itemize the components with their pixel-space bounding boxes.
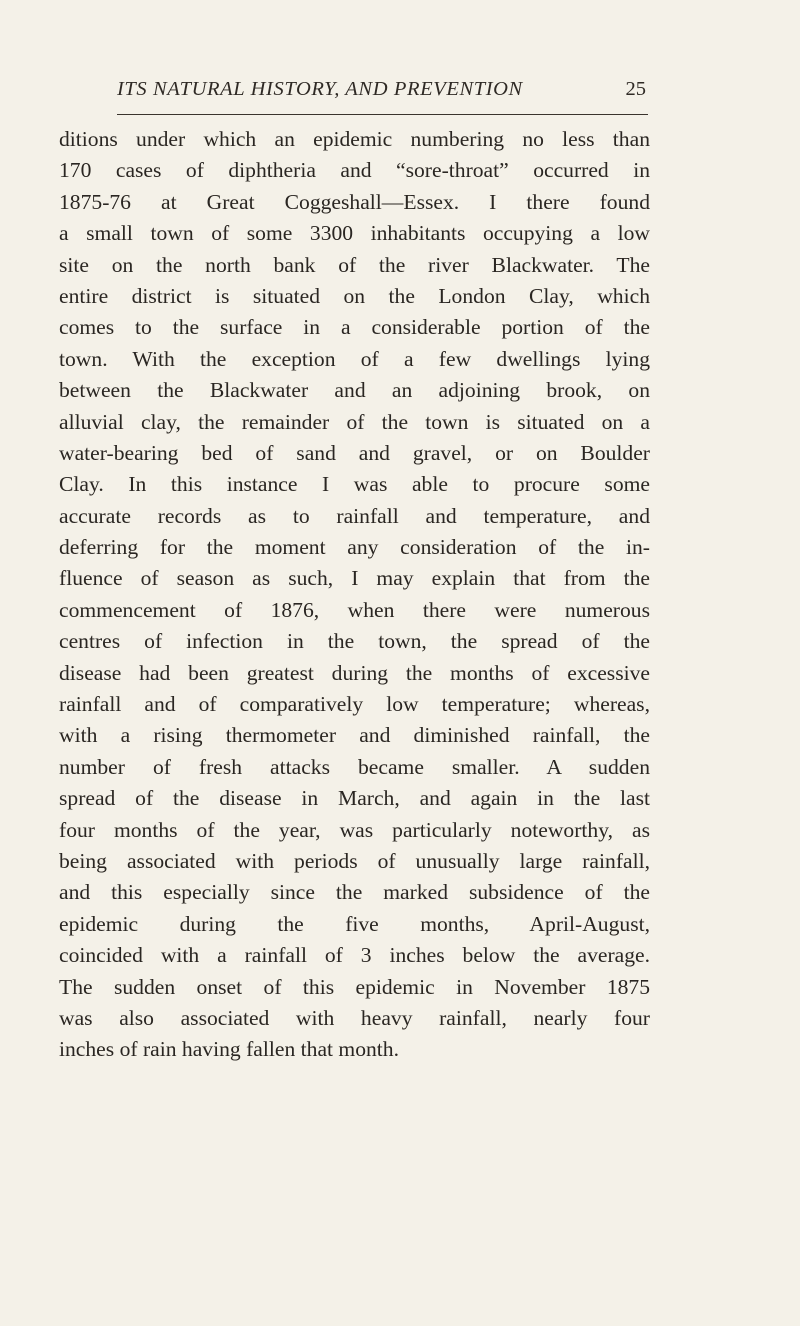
text-line: rainfall and of comparatively low temperature; whereas, <box>59 692 650 717</box>
text-line: accurate records as to rainfall and temperature, and <box>59 503 650 528</box>
text-line: entire district is situated on the London Clay, which <box>59 283 650 308</box>
text-line: water-bearing bed of sand and gravel, or on Boulder <box>59 440 650 465</box>
text-line: fluence of season as such, I may explain that from the <box>59 566 650 591</box>
text-line: inches of rain having fallen that month. <box>59 1037 400 1062</box>
running-title: ITS NATURAL HISTORY, AND PREVENTION <box>117 78 523 100</box>
text-line: was also associated with heavy rainfall, nearly four <box>59 1005 650 1030</box>
text-line: with a rising thermometer and diminished rainfall, the <box>59 723 650 748</box>
text-line: disease had been greatest during the months of excessive <box>59 660 650 685</box>
text-line: 1875-76 at Great Coggeshall—Essex. I there found <box>59 189 650 214</box>
text-line: centres of infection in the town, the spread of the <box>59 629 650 654</box>
text-line: site on the north bank of the river Blackwater. The <box>59 252 650 277</box>
text-line: epidemic during the five months, April-August, <box>59 911 650 936</box>
text-line: town. With the exception of a few dwellings lying <box>59 346 650 371</box>
text-line: 170 cases of diphtheria and “sore-throat” occurred in <box>59 158 650 183</box>
text-line: being associated with periods of unusually large rainfall, <box>59 848 650 873</box>
text-line: spread of the disease in March, and again in the last <box>59 786 650 811</box>
body-paragraph <box>59 124 650 1066</box>
text-line: and this especially since the marked subsidence of the <box>59 880 650 905</box>
text-line: four months of the year, was particularly noteworthy, as <box>59 817 650 842</box>
text-line: a small town of some 3300 inhabitants occupying a low <box>59 221 650 246</box>
text-line: coincided with a rainfall of 3 inches below the average. <box>59 943 650 968</box>
text-line: between the Blackwater and an adjoining brook, on <box>59 378 650 403</box>
text-line: number of fresh attacks became smaller. A sudden <box>59 754 650 779</box>
text-line: ditions under which an epidemic numbering no less than <box>59 127 650 151</box>
text-line: alluvial clay, the remainder of the town is situated on a <box>59 409 650 434</box>
header-rule <box>117 114 648 115</box>
text-line: comes to the surface in a considerable portion of the <box>59 315 650 340</box>
running-head <box>117 72 644 112</box>
text-line: commencement of 1876, when there were numerous <box>59 597 650 622</box>
text-line: deferring for the moment any consideration of the in- <box>59 535 650 560</box>
text-line: Clay. In this instance I was able to procure some <box>59 472 650 497</box>
text-line: The sudden onset of this epidemic in November 1875 <box>59 974 650 999</box>
page-number: 25 <box>625 78 646 100</box>
